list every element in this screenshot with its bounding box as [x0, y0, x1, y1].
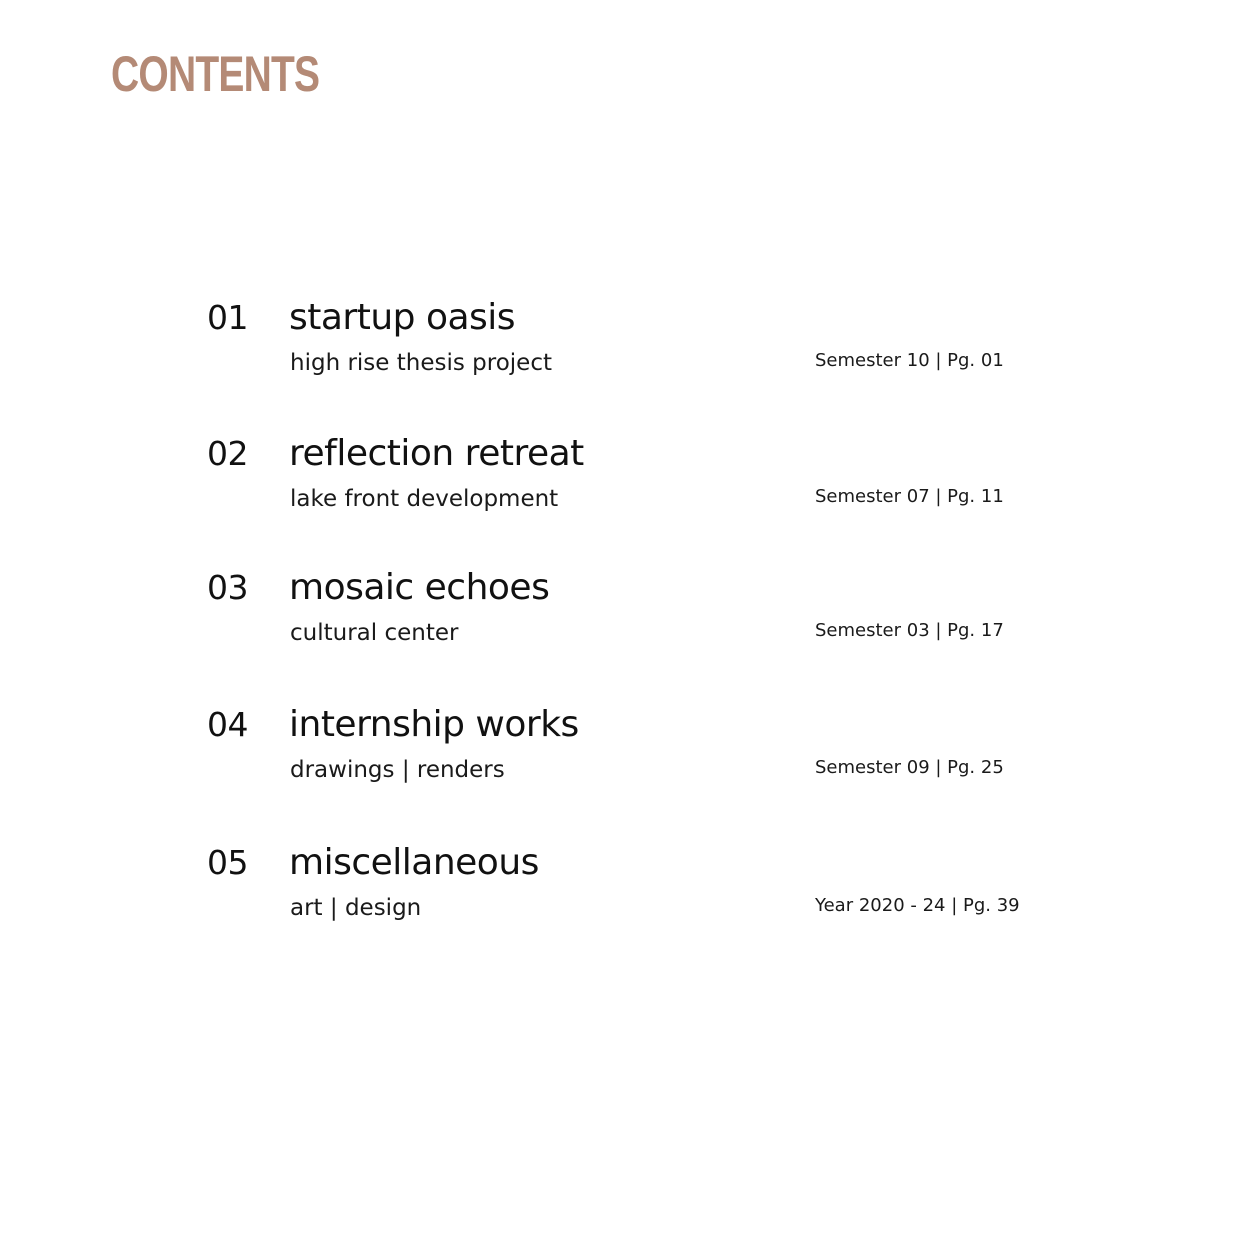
entry-page-ref: Semester 09 | Pg. 25 [815, 757, 1004, 778]
entry-subtitle: high rise thesis project [290, 350, 552, 376]
entry-page-ref: Year 2020 - 24 | Pg. 39 [815, 895, 1020, 916]
entry-title: mosaic echoes [289, 567, 550, 608]
entry-title: reflection retreat [289, 433, 584, 474]
entry-subtitle: cultural center [290, 620, 459, 646]
contents-entry[interactable] [0, 568, 1240, 668]
entry-title: startup oasis [289, 297, 516, 338]
entry-number: 02 [207, 434, 248, 473]
page-title: CONTENTS [111, 46, 320, 102]
contents-entry[interactable] [0, 843, 1240, 943]
entry-title: internship works [289, 704, 579, 745]
contents-entry[interactable] [0, 298, 1240, 398]
entry-number: 01 [207, 298, 248, 337]
entry-number: 04 [207, 705, 248, 744]
entry-subtitle: drawings | renders [290, 757, 505, 783]
entry-subtitle: art | design [290, 895, 422, 921]
entry-number: 05 [207, 843, 248, 882]
contents-entry[interactable] [0, 705, 1240, 805]
entry-number: 03 [207, 568, 248, 607]
entry-page-ref: Semester 03 | Pg. 17 [815, 620, 1004, 641]
entry-title: miscellaneous [289, 842, 539, 883]
contents-entry[interactable] [0, 434, 1240, 534]
entry-page-ref: Semester 10 | Pg. 01 [815, 350, 1004, 371]
entry-page-ref: Semester 07 | Pg. 11 [815, 486, 1004, 507]
entry-subtitle: lake front development [290, 486, 559, 512]
